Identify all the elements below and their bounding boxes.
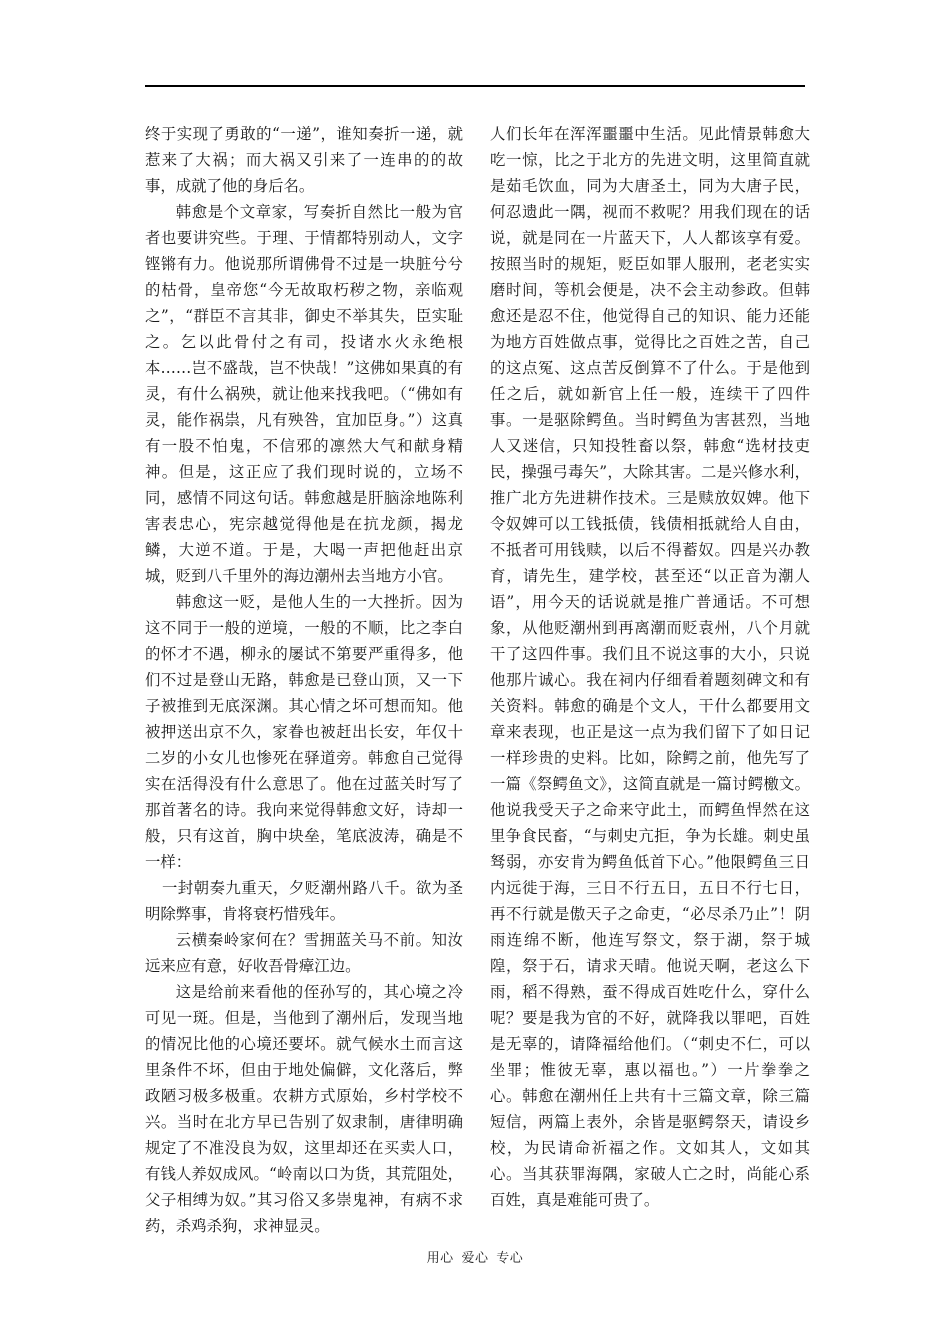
paragraph: 终于实现了勇敢的“一递”，谁知奏折一递，就惹来了大祸；而大祸又引来了一连串的的故事，成就了他的身后名。 — [145, 125, 463, 195]
header-rule — [145, 85, 805, 87]
poem-line: 云横秦岭家何在？雪拥蓝关马不前。知汝远来应有意，好收吾骨瘴江边。 — [145, 931, 463, 975]
paragraph: 人们长年在浑浑噩噩中生活。见此情景韩愈大吃一惊，比之于北方的先进文明，这里简直就是茹毛饮血，同为大唐圣土，同为大唐子民，何忍遗此一隅，视而不救呢？用我们现在的话说，就是同在一片蓝天下，人人都该享有爱。按照当时的规矩，贬臣如罪人服刑，老老实实磨时间，等机会便是，决不会主动参政。但韩愈还是忍不住，他觉得自己的知识、能力还能为地方百姓做点事，觉得比之百姓之苦，自己的这点冤、这点苦反倒算不了什么。于是他到任之后，就如新官上任一般，连续干了四件事。一是驱除鳄鱼。当时鳄鱼为害甚烈，当地人又迷信，只知投牲畜以祭，韩愈“选材技吏民，操强弓毒矢”，大除其害。二是兴修水利，推广北方先进耕作技术。三是赎放奴婢。他下令奴婢可以工钱抵债，钱债相抵就给人自由，不抵者可用钱赎，以后不得蓄奴。四是兴办教育，请先生，建学校，甚至还“以正音为潮人语”，用今天的话说就是推广普通话。不可想象，从他贬潮州到再离潮而贬袁州，八个月就干了这四件事。我们且不说这事的大小，只说他那片诚心。我在祠内仔细看着题刻碑文和有关资料。韩愈的确是个文人，干什么都要用文章来表现，也正是这一点为我们留下了如日记一样珍贵的史料。比如，除鳄之前，他先写了一篇《祭鳄鱼文》，这简直就是一篇讨鳄檄文。他说我受天子之命来守此土，而鳄鱼悍然在这里争食民畜，“与刺史亢拒，争为长雄。刺史虽驽弱，亦安肯为鳄鱼低首下心。”他限鳄鱼三日内远徙于海，三日不行五日，五日不行七日，再不行就是傲天子之命吏，“必尽杀乃止”！阴雨连绵不断，他连写祭文，祭于湖，祭于城隍，祭于石，请求天晴。他说天啊，老这么下雨，稻不得熟，蚕不得成百姓吃什么，穿什么呢？要是我为官的不好，就降我以罪吧，百姓是无辜的，请降福给他们。（“刺史不仁，可以坐罪；惟彼无辜，惠以福也。”）一片拳拳之心。韩愈在潮州任上共有十三篇文章，除三篇短信，两篇上表外，余皆是驱鳄祭天，请设乡校，为民请命祈福之作。文如其人，文如其心。当其获罪海隅，家破人亡之时，尚能心系百姓，真是难能可贵了。 — [490, 125, 810, 1209]
footer-word: 爱心 — [461, 1251, 489, 1266]
left-column — [145, 121, 463, 1239]
page-footer — [0, 1247, 950, 1266]
paragraph: 韩愈这一贬，是他人生的一大挫折。因为这不同于一般的逆境，一般的不顺，比之李白的怀才不遇，柳永的屡试不第要严重得多，他们不过是登山无路，韩愈是已登山顶，又一下子被推到无底深渊。其心情之坏可想而知。他被押送出京不久，家眷也被赶出长安，年仅十二岁的小女儿也惨死在驿道旁。韩愈自己觉得实在活得没有什么意思了。他在过蓝关时写了那首著名的诗。我向来觉得韩愈文好，诗却一般，只有这首，胸中块垒，笔底波涛，确是不一样： — [145, 593, 463, 871]
paragraph: 韩愈是个文章家，写奏折自然比一般为官者也要讲究些。于理、于情都特别动人，文字铿锵有力。他说那所谓佛骨不过是一块脏兮兮的枯骨，皇帝您“今无故取朽秽之物，亲临观之”，“群臣不言其非，御史不举其失，臣实耻之。乞以此骨付之有司，投诸水火永绝根本……岂不盛哉，岂不快哉！”这佛如果真的有灵，有什么祸殃，就让他来找我吧。（“佛如有灵，能作祸祟，凡有殃咎，宜加臣身。”）这真有一股不怕鬼，不信邪的凛然大气和献身精神。但是，这正应了我们现时说的，立场不同，感情不同这句话。韩愈越是肝脑涂地陈利害表忠心，宪宗越觉得他是在抗龙颜，揭龙鳞，大逆不道。于是，大喝一声把他赶出京城，贬到八千里外的海边潮州去当地方小官。 — [145, 203, 463, 585]
footer-word: 用心 — [426, 1251, 454, 1266]
poem-line: 一封朝奏九重天，夕贬潮州路八千。欲为圣明除弊事，肯将衰朽惜残年。 — [145, 879, 463, 923]
right-column — [490, 121, 810, 1213]
paragraph: 这是给前来看他的侄孙写的，其心境之冷可见一斑。但是，当他到了潮州后，发现当地的情况比他的心境还要坏。就气候水土而言这里条件不坏，但由于地处偏僻，文化落后，弊政陋习极多极重。农耕方式原始，乡村学校不兴。当时在北方早已告别了奴隶制，唐律明确规定了不准没良为奴，这里却还在买卖人口，有钱人养奴成风。“岭南以口为货，其荒阻处，父子相缚为奴。”其习俗又多崇鬼神，有病不求药，杀鸡杀狗，求神显灵。 — [145, 983, 463, 1235]
footer-word: 专心 — [496, 1251, 524, 1266]
